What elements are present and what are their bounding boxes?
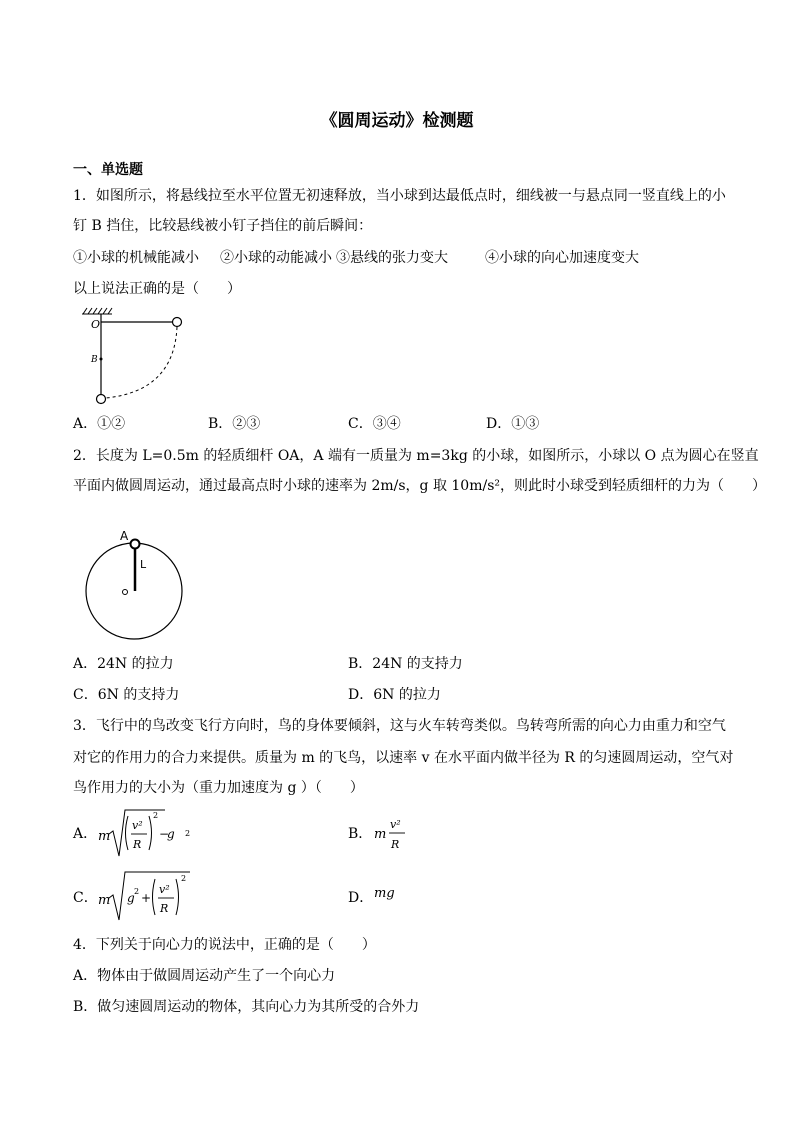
svg-text:R: R [160,902,169,915]
q1-statement-1: ①小球的机械能减小 [73,250,199,266]
q1-text-line1: 1．如图所示，将悬线拉至水平位置无初速释放，当小球到达最低点时，细线被一与悬点同一竖直线上的小 [73,188,726,204]
q1-option-b[interactable]: B．②③ [208,416,261,432]
q2-option-b[interactable]: B．24N 的支持力 [348,656,463,672]
q2-circle-figure [80,528,190,643]
q1-option-d[interactable]: D．①③ [486,416,540,432]
q3-text-line3: 鸟作用力的大小为（重力加速度为 g ）（ ） [73,780,364,796]
q3-option-a-exponent [185,826,193,846]
section-heading: 一、单选题 [73,162,143,178]
q3-option-a-label[interactable]: A． [73,826,98,842]
q3-option-d-value: mg [374,886,395,901]
svg-text:2: 2 [185,829,191,838]
svg-text:m: m [374,827,387,842]
svg-text:R: R [133,838,142,851]
svg-text:2: 2 [153,811,159,820]
q1-text-line2: 钉 B 挡住，比较悬线被小钉子挡住的前后瞬间： [73,218,373,234]
q1-question: 以上说法正确的是（ ） [73,281,241,297]
q3-option-a-formula [95,804,175,860]
q3-text-line1: 3．飞行中的鸟改变飞行方向时，鸟的身体要倾斜，这与火车转弯类似。鸟转弯所需的向心力由重力和空气 [73,718,726,734]
q2-option-c[interactable]: C．6N 的支持力 [73,687,180,703]
svg-text:+: + [141,891,152,905]
q3-option-c-formula [95,866,205,924]
q1-option-c[interactable]: C．③④ [348,416,401,432]
q3-option-d-label[interactable]: D． [348,890,374,906]
svg-text:R: R [391,838,400,851]
q1-statement-4: ④小球的向心加速度变大 [485,250,639,266]
q2-text-line1: 2．长度为 L=0.5m 的轻质细杆 OA，A 端有一质量为 m=3kg 的小球，如图所示，小球以 O 点为圆心在竖直 [73,448,759,464]
q4-option-a[interactable]: A．物体由于做圆周运动产生了一个向心力 [73,968,336,984]
q4-text-line1: 4．下列关于向心力的说法中，正确的是（ ） [73,937,376,953]
q4-option-b[interactable]: B．做匀速圆周运动的物体，其向心力为其所受的合外力 [73,999,420,1015]
q2-option-a[interactable]: A．24N 的拉力 [73,656,174,672]
svg-text:−: − [159,827,170,841]
svg-text:v²: v² [132,819,143,832]
svg-text:m: m [98,893,111,908]
q2-option-d[interactable]: D．6N 的拉力 [348,687,441,703]
q3-text-line2: 对它的作用力的合力来提供。质量为 m 的飞鸟，以速率 v 在水平面内做半径为 R 的匀速圆周运动，空气对 [73,750,734,766]
svg-text:v²: v² [159,883,170,896]
svg-text:g: g [127,891,135,905]
q1-statement-3: ③悬线的张力变大 [336,250,448,266]
q1-statement-2: ②小球的动能减小 [220,250,332,266]
q3-option-c-label[interactable]: C． [73,890,98,906]
svg-text:v²: v² [390,818,401,831]
page-title: 《圆周运动》检测题 [320,111,474,131]
svg-text:2: 2 [134,887,140,896]
q1-option-a[interactable]: A．①② [73,416,126,432]
q2-text-line2: 平面内做圆周运动，通过最高点时小球的速率为 2m/s，g 取 10m/s²，则此时小球受到轻质细杆的力为（ ） [73,478,766,494]
q2-fig-label-a: A [120,529,129,543]
q1-pendulum-figure [70,303,200,408]
svg-text:2: 2 [181,874,187,883]
q1-fig-label-o: O [91,318,101,331]
q1-fig-label-b: B [91,355,98,365]
q3-option-b-label[interactable]: B． [348,826,373,842]
q2-fig-label-l: L [140,558,147,571]
q3-option-b-formula [372,812,412,856]
svg-text:g: g [167,827,175,841]
svg-text:m: m [98,829,111,844]
